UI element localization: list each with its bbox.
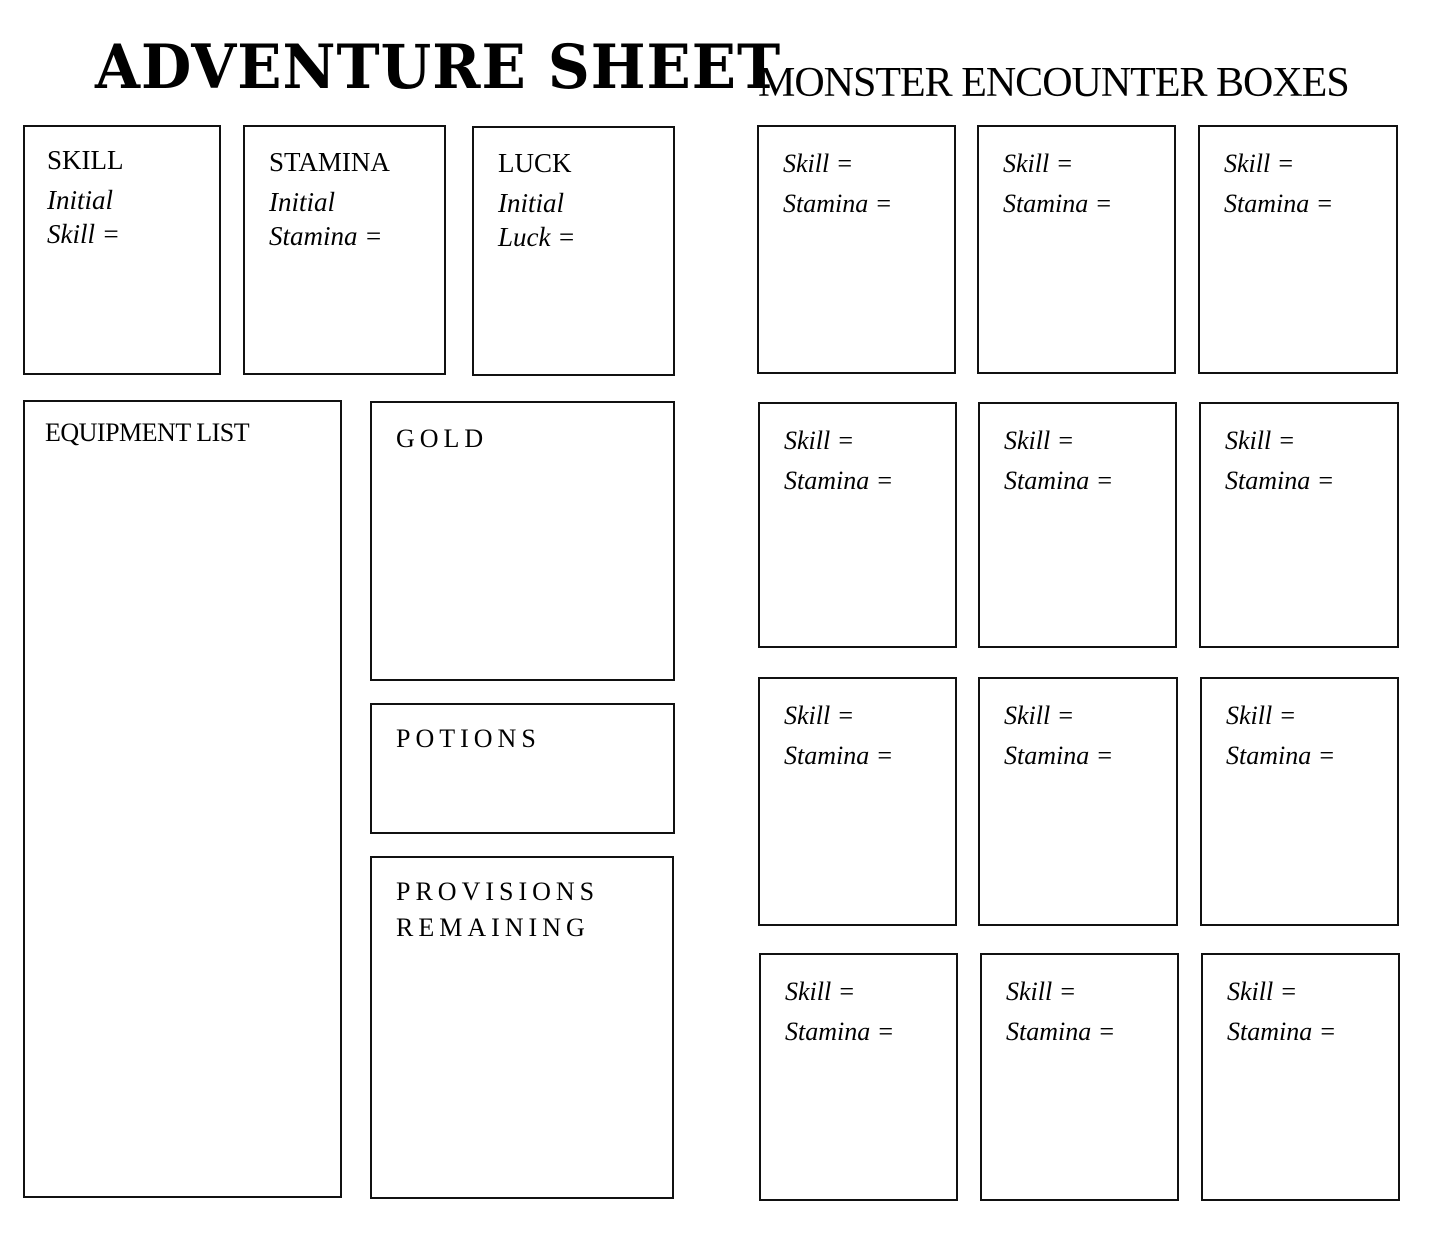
monster-stamina-label: Stamina = <box>1003 189 1113 218</box>
monster-skill-label: Skill = <box>784 701 855 730</box>
equipment-list-box[interactable] <box>23 400 342 1198</box>
skill-box[interactable] <box>23 125 221 375</box>
initial-stamina-line1: Initial <box>269 187 335 217</box>
monster-stamina-label: Stamina = <box>784 466 894 495</box>
monster-skill-label: Skill = <box>1004 426 1075 455</box>
monster-box[interactable] <box>977 125 1176 374</box>
monster-box[interactable] <box>759 953 958 1201</box>
provisions-box[interactable] <box>370 856 674 1199</box>
monster-encounter-title: MONSTER ENCOUNTER BOXES <box>758 60 1349 106</box>
initial-skill-label <box>47 183 120 251</box>
initial-stamina-label <box>269 185 382 253</box>
monster-skill-label: Skill = <box>1004 701 1075 730</box>
monster-skill-label: Skill = <box>785 977 856 1006</box>
initial-luck-label <box>498 186 575 254</box>
monster-stamina-label: Stamina = <box>1227 1017 1337 1046</box>
provisions-label <box>396 874 599 946</box>
monster-stamina-label: Stamina = <box>1225 466 1335 495</box>
equipment-list-label: EQUIPMENT LIST <box>45 418 250 447</box>
monster-skill-label: Skill = <box>784 426 855 455</box>
potions-label: POTIONS <box>396 724 541 753</box>
monster-skill-label: Skill = <box>783 149 854 178</box>
monster-skill-label: Skill = <box>1006 977 1077 1006</box>
monster-skill-label: Skill = <box>1003 149 1074 178</box>
potions-box[interactable] <box>370 703 675 834</box>
monster-stamina-label: Stamina = <box>784 741 894 770</box>
monster-stamina-label: Stamina = <box>1224 189 1334 218</box>
initial-luck-line1: Initial <box>498 188 564 218</box>
monster-stamina-label: Stamina = <box>1004 741 1114 770</box>
luck-box[interactable] <box>472 126 675 376</box>
monster-box[interactable] <box>757 125 956 374</box>
gold-box[interactable] <box>370 401 675 681</box>
monster-stamina-label: Stamina = <box>783 189 893 218</box>
monster-skill-label: Skill = <box>1226 701 1297 730</box>
monster-box[interactable] <box>1201 953 1400 1201</box>
monster-box[interactable] <box>1198 125 1398 374</box>
monster-stamina-label: Stamina = <box>1226 741 1336 770</box>
initial-skill-line1: Initial <box>47 185 113 215</box>
monster-stamina-label: Stamina = <box>785 1017 895 1046</box>
monster-skill-label: Skill = <box>1225 426 1296 455</box>
monster-stamina-label: Stamina = <box>1006 1017 1116 1046</box>
monster-box[interactable] <box>1200 677 1399 926</box>
provisions-label-line1: PROVISIONS <box>396 877 600 906</box>
monster-box[interactable] <box>980 953 1179 1201</box>
stamina-label: STAMINA <box>269 147 390 177</box>
provisions-label-line2: REMAINING <box>396 913 590 942</box>
monster-stamina-label: Stamina = <box>1004 466 1114 495</box>
monster-skill-label: Skill = <box>1227 977 1298 1006</box>
monster-box[interactable] <box>758 677 957 926</box>
monster-box[interactable] <box>1199 402 1399 648</box>
initial-stamina-line2: Stamina = <box>269 221 383 251</box>
adventure-sheet-title: ADVENTURE SHEET <box>95 31 782 103</box>
initial-skill-line2: Skill = <box>47 219 120 249</box>
gold-label: GOLD <box>396 424 489 453</box>
monster-box[interactable] <box>978 677 1178 926</box>
initial-luck-line2: Luck = <box>498 222 576 252</box>
skill-label: SKILL <box>47 145 124 175</box>
monster-box[interactable] <box>978 402 1177 648</box>
stamina-box[interactable] <box>243 125 446 375</box>
luck-label: LUCK <box>498 148 572 178</box>
monster-box[interactable] <box>758 402 957 648</box>
monster-skill-label: Skill = <box>1224 149 1295 178</box>
